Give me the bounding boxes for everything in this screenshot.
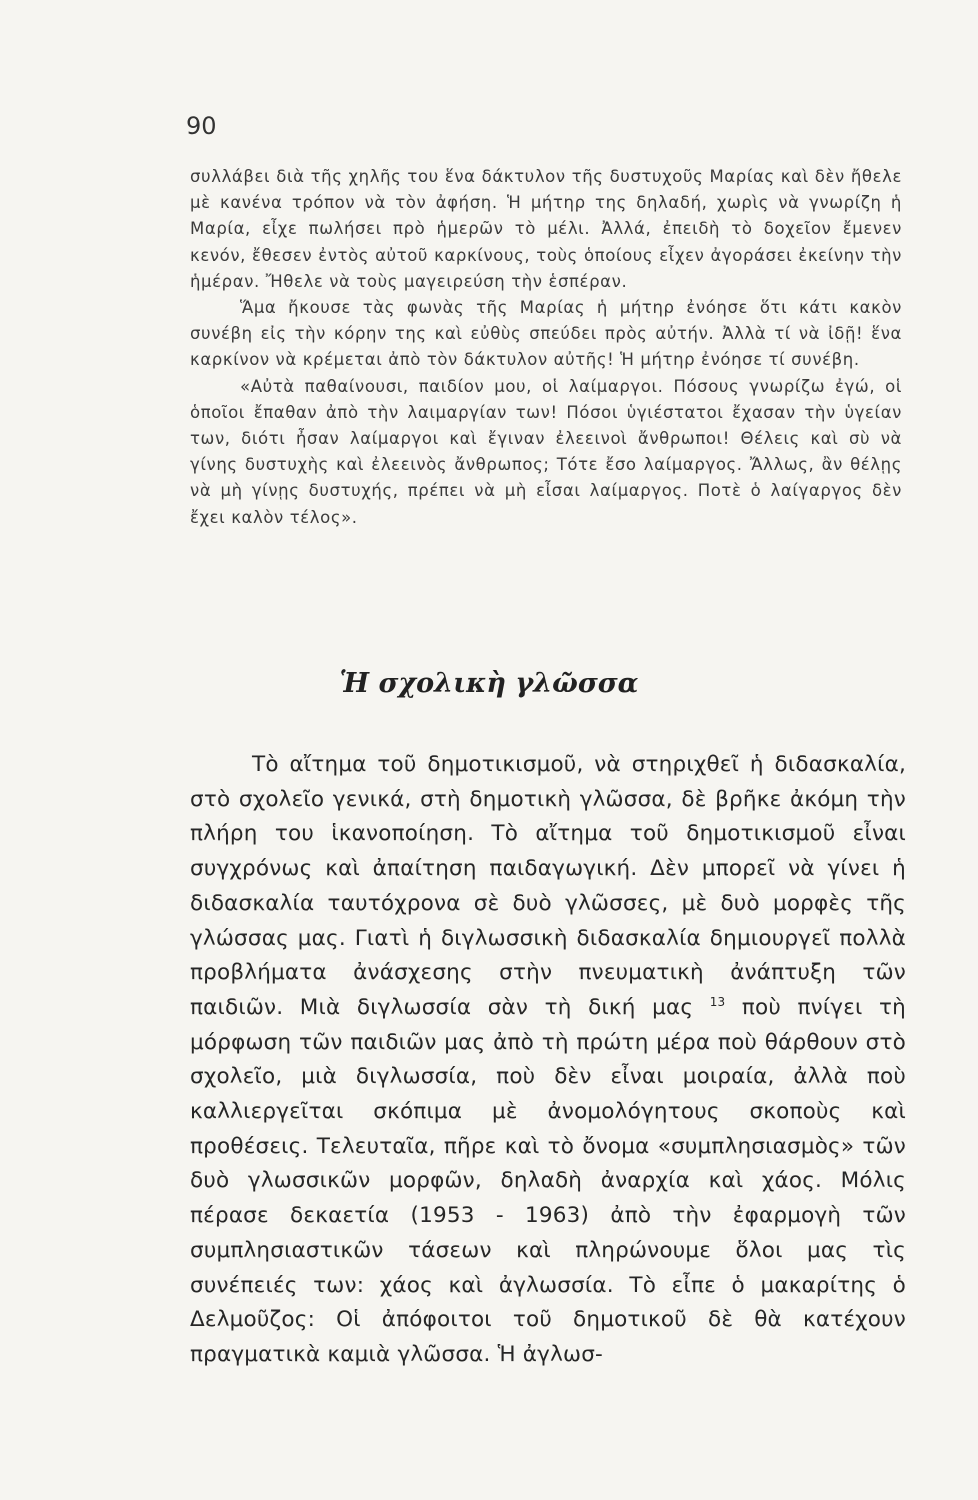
story-excerpt xyxy=(190,164,902,531)
section-heading: Ἡ σχολικὴ γλῶσσα xyxy=(339,668,639,699)
story-paragraph: Ἅμα ἤκουσε τὰς φωνὰς τῆς Μαρίας ἡ μήτηρ ἐνόησε ὅτι κάτι κακὸν συνέβη εἰς τὴν κόρην της καὶ εὐθὺς σπεύδει πρὸς αὐτήν. Ἀλλὰ τί νὰ ἰδῇ! ἕνα καρκίνον νὰ κρέμεται ἀπὸ τὸν δάκτυλον αὐτῆς! Ἡ μήτηρ ἐνόησε τί συνέβη. xyxy=(190,298,902,370)
essay-paragraph xyxy=(190,748,906,1373)
essay-text-before-note: Τὸ αἴτημα τοῦ δημοτικισμοῦ, νὰ στηριχθεῖ ἡ διδασκαλία, στὸ σχολεῖο γενικά, στὴ δημοτικὴ γλῶσσα, δὲ βρῆκε ἀκόμη τὴν πλήρη του ἱκανοποίηση. Τὸ αἴτημα τοῦ δημοτικισμοῦ εἶναι συγχρόνως καὶ ἀπαίτηση παιδαγωγική. Δὲν μπορεῖ νὰ γίνει ἡ διδασκαλία ταυτόχρονα σὲ δυὸ γλῶσσες, μὲ δυὸ μορφὲς τῆς γλώσσας μας. Γιατὶ ἡ διγλωσσικὴ διδασκαλία δημιουργεῖ πολλὰ προβλήματα ἀνάσχεσης στὴν πνευματικὴ ἀνάπτυξη τῶν παιδιῶν. Μιὰ διγλωσσία σὰν τὴ δική μας xyxy=(190,752,906,1020)
footnote-reference: 13 xyxy=(709,994,726,1009)
essay-text-after-note: ποὺ πνίγει τὴ μόρφωση τῶν παιδιῶν μας ἀπὸ τὴ πρώτη μέρα ποὺ θάρθουν στὸ σχολεῖο, μιὰ διγλωσσία, ποὺ δὲν εἶναι μοιραία, ἀλλὰ ποὺ καλλιεργεῖται σκόπιμα μὲ ἀνομολόγητους σκοποὺς καὶ προθέσεις. Τελευταῖα, πῆρε καὶ τὸ ὄνομα «συμπλησιασμὸς» τῶν δυὸ γλωσσικῶν μορφῶν, δηλαδὴ ἀναρχία καὶ χάος. Μόλις πέρασε δεκαετία (1953 - 1963) ἀπὸ τὴν ἐφαρμογὴ τῶν συμπλησιαστικῶν τάσεων καὶ πληρώνουμε ὅλοι μας τὶς συνέπειές των: χάος καὶ ἀγλωσσία. Τὸ εἶπε ὁ μακαρίτης ὁ Δελμοῦζος: Οἱ ἀπόφοιτοι τοῦ δημοτικοῦ δὲ θὰ κατέχουν πραγματικὰ καμιὰ γλῶσσα. Ἡ ἀγλωσ- xyxy=(190,994,906,1367)
page-number: 90 xyxy=(186,112,217,140)
story-paragraph: «Αὐτὰ παθαίνουσι, παιδίον μου, οἱ λαίμαργοι. Πόσους γνωρίζω ἐγώ, οἱ ὁποῖοι ἔπαθαν ἀπὸ τὴν λαιμαργίαν των! Πόσοι ὑγιέστατοι ἔχασαν τὴν ὑγείαν των, διότι ἦσαν λαίμαργοι καὶ ἔγιναν ἐλεεινοὶ ἄνθρωποι! Θέλεις καὶ σὺ νὰ γίνης δυστυχὴς καὶ ἐλεεινὸς ἄνθρωπος; Τότε ἔσο λαίμαργος. Ἄλλως, ἂν θέλῃς νὰ μὴ γίνῃς δυστυχής, πρέπει νὰ μὴ εἶσαι λαίμαργος. Ποτὲ ὁ λαίγαργος δὲν ἔχει καλὸν τέλος». xyxy=(190,376,902,527)
story-paragraph: συλλάβει διὰ τῆς χηλῆς του ἕνα δάκτυλον τῆς δυστυχοῦς Μαρίας καὶ δὲν ἤθελε μὲ κανένα τρόπον νὰ τὸν ἀφήση. Ἡ μήτηρ της δηλαδή, χωρὶς νὰ γνωρίζη ἡ Μαρία, εἶχε πωλήσει πρὸ ἡμερῶν τὸ μέλι. Ἀλλά, ἐπειδὴ τὸ δοχεῖον ἔμενεν κενόν, ἔθεσεν ἐντὸς αὐτοῦ καρκίνους, τοὺς ὁποίους εἶχεν ἀγοράσει ἐκείνην τὴν ἡμέραν. Ἤθελε νὰ τοὺς μαγειρεύση τὴν ἑσπέραν. xyxy=(190,167,902,291)
essay-body xyxy=(190,748,906,1373)
